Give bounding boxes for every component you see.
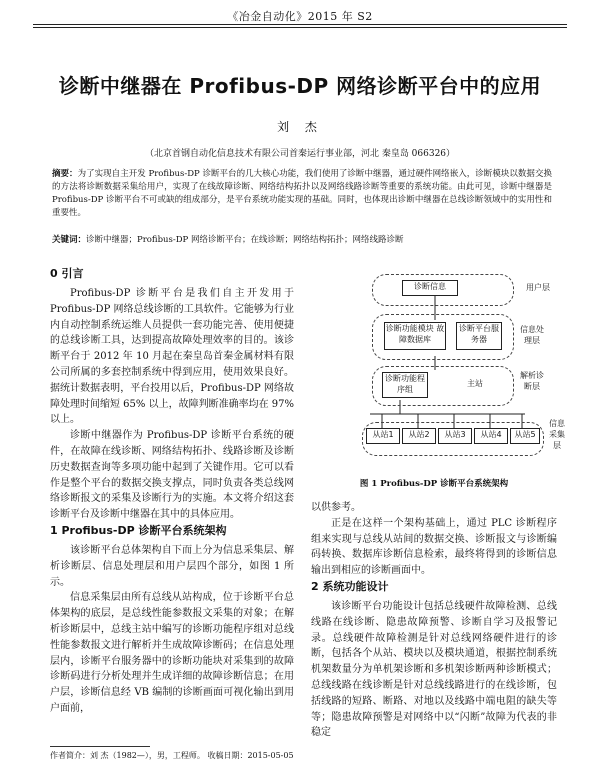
slave-box: 从站4 (474, 428, 508, 444)
master-label: 主站 (467, 379, 483, 388)
layer-label: 信息采集层 (549, 419, 565, 450)
right-column (311, 500, 557, 741)
section-heading: 2 系统功能设计 (311, 579, 389, 593)
paragraph: 以供参考。 (311, 502, 361, 513)
layer-label: 用户层 (526, 283, 550, 292)
header-rule (33, 24, 567, 25)
left-column (50, 266, 294, 717)
slave-box: 从站5 (510, 428, 540, 444)
paragraph: 信息采集层由所有总线从站构成，位于诊断平台总体架构的底层，是总线性能参数报文采集的对象；在解析诊断层中，总线主站中编写的诊断功能程序组对总线性能参数报文进行解析并生成故障诊断码；在信息处理层内，诊断平台服务器中的诊断功能块对采集到的故障诊断码进行分析处理并生成详细的故障诊断信息；在用户层，诊断信息经 VB 编制的诊断画面可视化输出到用户面前， (50, 592, 294, 714)
function-block-db: 诊断功能模块 故障数据库 (384, 322, 446, 350)
architecture-figure (360, 272, 570, 482)
footnote-rule (50, 746, 150, 747)
paper-title: 诊断中继器在 Profibus-DP 网络诊断平台中的应用 (58, 74, 542, 98)
journal-header: 《冶金自动化》2015 年 S2 (227, 10, 373, 23)
header-rule (33, 27, 567, 28)
author: 刘 杰 (277, 120, 323, 134)
slave-box: 从站1 (366, 428, 400, 444)
abstract-label: 摘要： (52, 169, 78, 179)
abstract (52, 168, 552, 220)
layer-label: 解析诊断层 (520, 371, 544, 391)
slave-box: 从站2 (402, 428, 436, 444)
layer-label: 信息处理层 (520, 325, 544, 345)
paragraph: Profibus-DP 诊断平台是我们自主开发用于 Profibus-DP 网络总线诊断的工具软件。它能够为行业内自动控制系统运维人员提供一套功能完善、使用便捷的总线诊断工具，达到提高故障处理效率的目的。该诊断平台于 2012 年 10 月起在秦皇岛首秦金属材料有限公司所属的多套控制系统中得到应用，使用效果良好。据统计数据表明，平台投用以后，Profibus-DP 网络故障处理时间缩短 65% 以上，故障判断准确率均在 97% 以上。 (50, 288, 294, 426)
affiliation: （北京首钢自动化信息技术有限公司首秦运行事业部，河北 秦皇岛 066326） (144, 149, 456, 159)
paragraph: 该诊断平台功能设计包括总线硬件故障检测、总线线路在线诊断、隐患故障预警、诊断自学习及报警记录。总线硬件故障检测是针对总线网络硬件进行的诊断，包括各个从站、模块以及模块通道，根据控制系统机架数量分为单机架诊断和多机架诊断两种诊断模式；总线线路在线诊断是针对总线线路进行的在线诊断，包括线路的短路、断路、对地以及线路中端电阻的缺失等等；隐患故障预警是对网络中以“闪断”故障为代表的非稳定 (311, 600, 557, 739)
server-box: 诊断平台服务器 (456, 322, 502, 350)
keywords-label: 关键词： (52, 235, 87, 245)
figure-caption: 图 1 Profibus-DP 诊断平台系统架构 (359, 479, 509, 489)
paragraph: 诊断中继器作为 Profibus-DP 诊断平台系统的硬件，在故障在线诊断、网络结构拓扑、线路诊断及诊断历史数据查询等多项功能中起到了关键作用。它可以看作是整个平台的数据交换支撑点，同时负责各类总线网络诊断报文的采集及诊断行为的实施。本文将介绍这套诊断平台及诊断中继器在其中的具体应用。 (50, 430, 294, 521)
program-group-box: 诊断功能程序组 (382, 372, 428, 398)
section-heading: 0 引言 (50, 267, 84, 280)
slave-box: 从站3 (438, 428, 472, 444)
paragraph: 正是在这样一个架构基础上，通过 PLC 诊断程序组来实现与总线从站间的数据交换、诊断报文与诊断编码转换、数据库诊断信息检索，最终将得到的诊断信息输出到相应的诊断画面中。 (311, 517, 557, 577)
footnote: 作者简介：刘 杰（1982—），男，工程师。 收稿日期：2015-05-05 (50, 751, 294, 760)
keywords-text: 诊断中继器；Profibus-DP 网络诊断平台；在线诊断；网络结构拓扑；网络线路诊断 (86, 235, 404, 245)
paragraph: 该诊断平台总体架构自下而上分为信息采集层、解析诊断层、信息处理层和用户层四个部分，如图 1 所示。 (50, 544, 294, 588)
diag-info-box: 诊断信息 (402, 280, 458, 296)
keywords (52, 234, 552, 247)
section-heading: 1 Profibus-DP 诊断平台系统架构 (50, 523, 227, 537)
abstract-text: 为了实现自主开发 Profibus-DP 诊断平台的几大核心功能，我们使用了诊断中继器，通过硬件网络嵌入，诊断模块以数据交换的方法将诊断数据采集给用户，实现了在线故障诊断、网络结构拓扑以及网络线路诊断等重要的系统功能。由此可见，诊断中继器是 Profibus-DP 诊断平台不可或缺的组成部分，是平台系统功能实现的基础。同时，也体现出诊断中继器在总线诊断领域中的实用性和重要性。 (52, 169, 552, 218)
